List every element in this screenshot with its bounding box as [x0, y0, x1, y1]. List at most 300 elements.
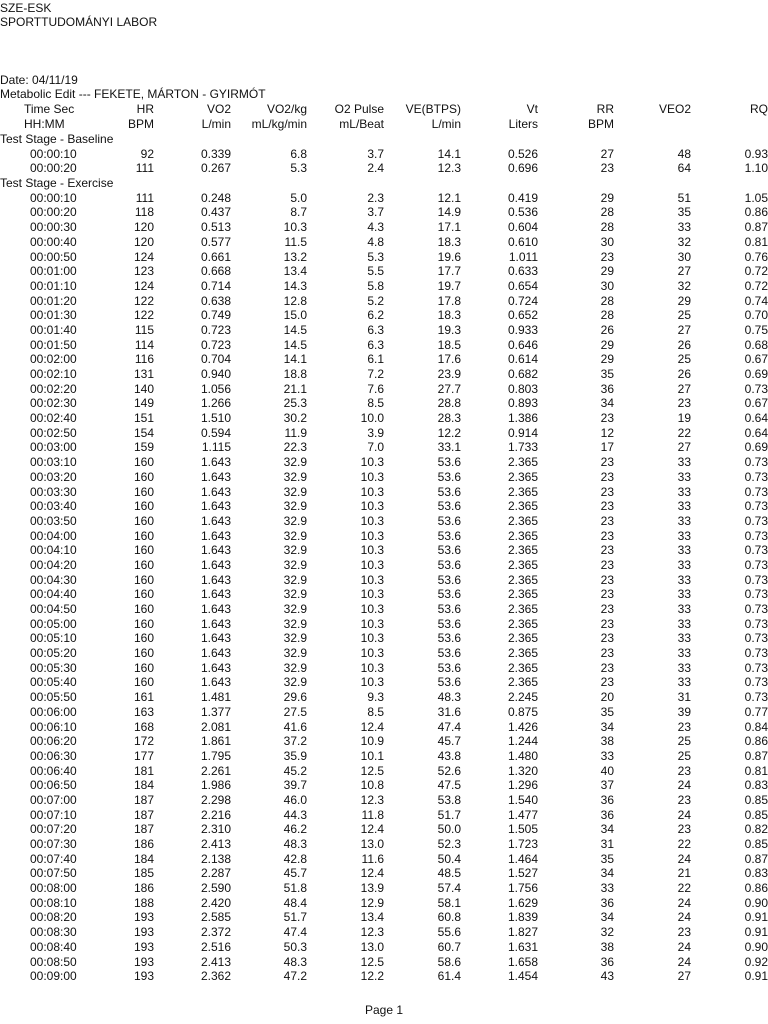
table-cell: 1.643: [200, 513, 231, 528]
table-cell: 0.714: [200, 278, 231, 293]
table-cell: 1.527: [507, 866, 538, 881]
table-cell: 124: [133, 278, 154, 293]
table-cell: 53.6: [437, 572, 461, 587]
table-cell: 0.87: [744, 748, 768, 763]
table-cell: 23.9: [437, 367, 461, 381]
table-cell: 0.85: [744, 807, 768, 822]
table-cell: 10.8: [360, 778, 384, 793]
table-cell: 00:04:10: [30, 543, 77, 558]
table-cell: 2.310: [200, 822, 231, 837]
table-cell: 12.4: [360, 719, 384, 734]
table-cell: 27: [677, 381, 691, 396]
table-cell: 0.668: [200, 264, 231, 279]
table-cell: 17.8: [437, 293, 461, 308]
table-cell: 160: [133, 455, 154, 470]
table-cell: 1.629: [507, 895, 538, 910]
table-cell: 33: [677, 631, 691, 646]
table-cell: 53.6: [437, 528, 461, 543]
table-cell: 28: [600, 205, 614, 220]
table-cell: 154: [133, 425, 154, 440]
table-cell: 13.9: [360, 881, 384, 896]
table-cell: 00:05:20: [30, 646, 77, 661]
table-cell: 00:07:20: [30, 822, 77, 837]
table-cell: 00:08:40: [30, 939, 77, 954]
table-cell: 52.6: [437, 763, 461, 778]
table-cell: 1.244: [507, 734, 538, 749]
table-cell: 2.516: [200, 939, 231, 954]
table-cell: 27: [677, 322, 691, 337]
table-cell: 0.68: [744, 337, 768, 352]
table-cell: 0.64: [744, 425, 768, 440]
table-cell: 22: [677, 881, 691, 896]
table-row: [0, 220, 768, 235]
table-cell: 31.6: [437, 704, 461, 719]
table-cell: 00:00:30: [30, 220, 77, 235]
table-row: [0, 852, 768, 867]
table-cell: 0.90: [744, 939, 768, 954]
table-cell: 10.3: [360, 602, 384, 616]
table-cell: 53.6: [437, 646, 461, 661]
table-row: [0, 808, 768, 823]
table-cell: 0.73: [744, 675, 768, 690]
table-cell: 00:05:40: [30, 675, 77, 690]
table-cell: 21.1: [283, 381, 307, 396]
table-cell: 32.9: [283, 616, 307, 631]
table-cell: 34: [600, 910, 614, 925]
table-cell: 32.9: [283, 660, 307, 675]
table-cell: 160: [133, 469, 154, 484]
table-row: [0, 205, 768, 220]
table-cell: 1.480: [507, 748, 538, 763]
table-cell: 33: [677, 220, 691, 235]
table-cell: 00:07:50: [30, 866, 77, 881]
table-cell: 00:02:50: [30, 425, 77, 440]
table-cell: 1.658: [507, 954, 538, 969]
table-row: [0, 646, 768, 661]
table-cell: 30: [600, 278, 614, 293]
table-row: [0, 161, 768, 176]
table-cell: 2.372: [200, 925, 231, 940]
table-row: [0, 440, 768, 455]
table-cell: 0.73: [744, 631, 768, 646]
table-cell: 0.85: [744, 837, 768, 851]
table-cell: 23: [677, 792, 691, 807]
table-cell: 193: [133, 925, 154, 940]
table-cell: 32.9: [283, 499, 307, 514]
table-cell: 0.73: [744, 557, 768, 572]
table-cell: 33: [677, 675, 691, 690]
table-cell: 0.914: [507, 425, 538, 440]
table-row: [0, 191, 768, 206]
table-cell: 33: [677, 557, 691, 572]
table-cell: 53.8: [437, 792, 461, 807]
table-cell: 1.643: [200, 499, 231, 514]
table-cell: 0.91: [744, 925, 768, 940]
table-cell: 10.3: [360, 660, 384, 675]
table-cell: 00:00:10: [30, 190, 77, 205]
table-cell: 50.0: [437, 822, 461, 837]
table-cell: 41.6: [283, 719, 307, 734]
table-cell: 00:01:30: [30, 308, 77, 323]
table-cell: 7.0: [367, 440, 384, 455]
table-row: [0, 675, 768, 690]
column-header: L/min: [431, 117, 461, 131]
table-cell: 00:03:00: [30, 440, 77, 455]
table-cell: 47.2: [283, 969, 307, 984]
table-cell: 111: [135, 161, 154, 176]
table-row: [0, 896, 768, 911]
table-cell: 53.6: [437, 616, 461, 631]
table-cell: 17.6: [437, 352, 461, 367]
table-cell: 193: [133, 969, 154, 984]
table-cell: 13.4: [360, 910, 384, 925]
table-cell: 44.3: [283, 807, 307, 822]
table-cell: 0.723: [200, 337, 231, 352]
table-cell: 0.83: [744, 866, 768, 881]
table-cell: 45.2: [283, 763, 307, 778]
table-cell: 115: [134, 322, 154, 337]
table-cell: 0.73: [744, 381, 768, 396]
column-header: VEO2: [658, 102, 691, 116]
table-cell: 28.3: [437, 411, 461, 426]
table-cell: 185: [133, 866, 154, 881]
table-row: [0, 264, 768, 279]
table-row: [0, 558, 768, 573]
table-cell: 23: [600, 484, 614, 499]
table-cell: 17.7: [437, 264, 461, 279]
table-cell: 17.1: [437, 220, 461, 235]
table-cell: 2.365: [507, 602, 538, 616]
table-cell: 00:01:10: [30, 278, 77, 293]
table-cell: 160: [133, 616, 154, 631]
table-cell: 33: [677, 602, 691, 616]
stage-label: Test Stage - Baseline: [0, 132, 114, 146]
table-cell: 10.1: [360, 748, 384, 763]
table-row: [0, 602, 768, 617]
table-row: [0, 661, 768, 676]
table-cell: 31: [677, 690, 691, 705]
table-cell: 0.419: [507, 190, 538, 205]
table-cell: 151: [133, 411, 154, 426]
table-cell: 25: [677, 352, 691, 367]
table-cell: 161: [133, 690, 154, 705]
table-cell: 10.3: [360, 455, 384, 470]
table-cell: 8.5: [367, 396, 384, 411]
table-cell: 160: [133, 646, 154, 661]
table-cell: 0.513: [200, 220, 231, 235]
table-cell: 120: [133, 234, 154, 249]
table-cell: 5.0: [290, 190, 307, 205]
table-row: [0, 940, 768, 955]
table-cell: 0.84: [744, 719, 768, 734]
table-cell: 0.696: [507, 161, 538, 176]
table-cell: 0.67: [744, 396, 768, 411]
table-cell: 12.8: [283, 293, 307, 308]
table-cell: 12.4: [360, 866, 384, 881]
table-cell: 24: [677, 895, 691, 910]
table-cell: 0.893: [507, 396, 538, 411]
table-cell: 19.6: [437, 249, 461, 264]
table-cell: 38: [600, 734, 614, 749]
table-row: [0, 235, 768, 250]
table-row: [0, 734, 768, 749]
table-cell: 00:05:50: [30, 690, 77, 705]
table-cell: 13.0: [360, 939, 384, 954]
table-cell: 32: [677, 278, 691, 293]
table-cell: 12.4: [360, 822, 384, 837]
table-cell: 2.365: [507, 455, 538, 470]
table-cell: 61.4: [437, 969, 461, 984]
table-cell: 28.8: [437, 396, 461, 411]
table-cell: 24: [677, 939, 691, 954]
table-cell: 163: [133, 704, 154, 719]
table-cell: 0.661: [200, 249, 231, 264]
table-cell: 23: [677, 822, 691, 837]
table-cell: 1.464: [507, 851, 538, 866]
table-cell: 187: [133, 807, 154, 822]
table-cell: 7.2: [367, 367, 384, 381]
table-cell: 120: [133, 220, 154, 235]
table-cell: 2.365: [507, 675, 538, 690]
table-cell: 0.67: [744, 352, 768, 367]
table-cell: 30.2: [283, 411, 307, 426]
table-cell: 60.7: [437, 939, 461, 954]
table-cell: 30: [600, 234, 614, 249]
table-cell: 23: [600, 411, 614, 426]
table-cell: 48.3: [283, 954, 307, 969]
table-cell: 23: [677, 763, 691, 778]
table-cell: 23: [600, 675, 614, 690]
table-cell: 6.2: [367, 308, 384, 323]
table-cell: 32.9: [283, 513, 307, 528]
table-cell: 60.8: [437, 910, 461, 925]
table-cell: 00:06:20: [30, 734, 77, 749]
table-cell: 5.3: [367, 249, 384, 264]
table-cell: 00:02:30: [30, 396, 77, 411]
table-cell: 1.643: [200, 543, 231, 558]
table-row: [0, 969, 768, 984]
table-cell: 29: [600, 190, 614, 205]
table-row: [0, 499, 768, 514]
table-cell: 23: [600, 499, 614, 514]
table-cell: 33: [677, 528, 691, 543]
table-cell: 00:06:10: [30, 719, 77, 734]
table-cell: 2.420: [200, 895, 231, 910]
page-number: Page 1: [364, 1003, 404, 1017]
table-cell: 24: [677, 851, 691, 866]
table-cell: 12.5: [360, 763, 384, 778]
table-row: [0, 910, 768, 925]
table-cell: 0.81: [744, 234, 768, 249]
table-cell: 1.795: [200, 748, 231, 763]
table-cell: 10.3: [360, 513, 384, 528]
table-cell: 33: [677, 499, 691, 514]
table-cell: 0.73: [744, 690, 768, 705]
table-cell: 36: [600, 807, 614, 822]
table-cell: 46.0: [283, 792, 307, 807]
header-row: [0, 102, 768, 117]
table-cell: 0.604: [507, 220, 538, 235]
data-table: [0, 132, 768, 984]
table-cell: 10.3: [283, 220, 307, 235]
table-cell: 0.614: [507, 352, 538, 367]
table-cell: 0.72: [744, 264, 768, 279]
table-cell: 186: [133, 837, 154, 851]
table-cell: 32.9: [283, 587, 307, 602]
table-cell: 31: [600, 837, 614, 851]
table-cell: 14.3: [283, 278, 307, 293]
table-cell: 12.3: [360, 792, 384, 807]
table-cell: 0.73: [744, 469, 768, 484]
table-cell: 27: [677, 440, 691, 455]
table-cell: 2.138: [200, 851, 231, 866]
table-cell: 111: [135, 190, 154, 205]
table-cell: 00:00:20: [30, 205, 77, 220]
table-cell: 0.81: [744, 763, 768, 778]
table-cell: 123: [133, 264, 154, 279]
table-cell: 13.4: [283, 264, 307, 279]
table-cell: 22.3: [283, 440, 307, 455]
table-cell: 1.10: [744, 161, 768, 176]
table-cell: 13.0: [360, 837, 384, 851]
table-cell: 15.0: [283, 308, 307, 323]
table-cell: 47.5: [437, 778, 461, 793]
table-cell: 0.704: [200, 352, 231, 367]
table-cell: 33: [677, 543, 691, 558]
table-cell: 00:08:50: [30, 954, 77, 969]
table-cell: 160: [133, 587, 154, 602]
column-header: Liters: [508, 117, 538, 131]
table-cell: 23: [600, 557, 614, 572]
table-cell: 14.1: [283, 352, 307, 367]
table-cell: 12.5: [360, 954, 384, 969]
table-cell: 36: [600, 381, 614, 396]
table-cell: 0.74: [744, 293, 768, 308]
table-row: [0, 367, 768, 382]
table-cell: 2.365: [507, 587, 538, 602]
table-row: [0, 411, 768, 426]
table-cell: 32.9: [283, 528, 307, 543]
table-cell: 2.365: [507, 484, 538, 499]
table-cell: 2.245: [507, 690, 538, 705]
table-cell: 23: [600, 455, 614, 470]
table-cell: 23: [600, 469, 614, 484]
table-cell: 92: [140, 146, 154, 161]
table-cell: 3.7: [367, 146, 384, 161]
table-cell: 00:02:20: [30, 381, 77, 396]
table-row: [0, 822, 768, 837]
table-cell: 1.643: [200, 616, 231, 631]
table-cell: 4.8: [367, 234, 384, 249]
table-cell: 2.365: [507, 616, 538, 631]
table-row: [0, 720, 768, 735]
table-cell: 0.724: [507, 293, 538, 308]
table-cell: 48.3: [283, 837, 307, 851]
table-cell: 29.6: [283, 690, 307, 705]
table-row: [0, 382, 768, 397]
table-cell: 53.6: [437, 543, 461, 558]
table-cell: 53.6: [437, 675, 461, 690]
table-cell: 193: [133, 939, 154, 954]
table-cell: 21: [677, 866, 691, 881]
table-cell: 1.643: [200, 646, 231, 661]
table-cell: 25: [677, 748, 691, 763]
table-cell: 1.454: [507, 969, 538, 984]
header-row: [0, 117, 768, 132]
table-row: [0, 573, 768, 588]
table-cell: 8.7: [290, 205, 307, 220]
report-date: Date: 04/11/19: [0, 73, 78, 87]
table-cell: 00:04:20: [30, 557, 77, 572]
table-cell: 26: [677, 367, 691, 381]
table-row: [0, 455, 768, 470]
table-cell: 5.5: [367, 264, 384, 279]
table-cell: 187: [133, 822, 154, 837]
table-cell: 3.7: [367, 205, 384, 220]
table-cell: 10.3: [360, 587, 384, 602]
table-cell: 00:03:50: [30, 513, 77, 528]
table-cell: 1.320: [507, 763, 538, 778]
table-cell: 0.87: [744, 851, 768, 866]
table-cell: 00:08:10: [30, 895, 77, 910]
table-cell: 2.362: [200, 969, 231, 984]
table-cell: 0.610: [507, 234, 538, 249]
table-cell: 187: [133, 792, 154, 807]
table-cell: 25.3: [283, 396, 307, 411]
table-cell: 23: [600, 660, 614, 675]
table-cell: 0.91: [744, 969, 768, 984]
table-cell: 160: [133, 528, 154, 543]
table-cell: 2.365: [507, 572, 538, 587]
table-cell: 24: [677, 910, 691, 925]
table-cell: 18.8: [283, 367, 307, 381]
table-cell: 27: [677, 264, 691, 279]
table-cell: 32: [677, 234, 691, 249]
table-row: [0, 955, 768, 970]
table-cell: 1.643: [200, 675, 231, 690]
table-cell: 0.73: [744, 513, 768, 528]
table-row: [0, 323, 768, 338]
table-cell: 1.643: [200, 602, 231, 616]
table-cell: 58.1: [437, 895, 461, 910]
table-row: [0, 294, 768, 309]
table-cell: 0.267: [200, 161, 231, 176]
table-cell: 37.2: [283, 734, 307, 749]
table-cell: 1.377: [200, 704, 231, 719]
table-cell: 23: [600, 616, 614, 631]
table-cell: 32.9: [283, 646, 307, 661]
table-cell: 47.4: [437, 719, 461, 734]
table-cell: 32.9: [283, 543, 307, 558]
table-cell: 00:03:20: [30, 469, 77, 484]
table-cell: 00:01:50: [30, 337, 77, 352]
table-row: [0, 426, 768, 441]
table-cell: 17: [600, 440, 614, 455]
table-cell: 33: [677, 616, 691, 631]
table-cell: 181: [133, 763, 154, 778]
table-cell: 7.6: [367, 381, 384, 396]
table-cell: 10.3: [360, 469, 384, 484]
table-cell: 36: [600, 792, 614, 807]
table-cell: 118: [134, 205, 154, 220]
table-cell: 2.287: [200, 866, 231, 881]
table-row: [0, 631, 768, 646]
table-cell: 00:04:30: [30, 572, 77, 587]
table-cell: 23: [677, 925, 691, 940]
table-cell: 00:05:30: [30, 660, 77, 675]
table-row: [0, 485, 768, 500]
table-cell: 00:06:30: [30, 748, 77, 763]
